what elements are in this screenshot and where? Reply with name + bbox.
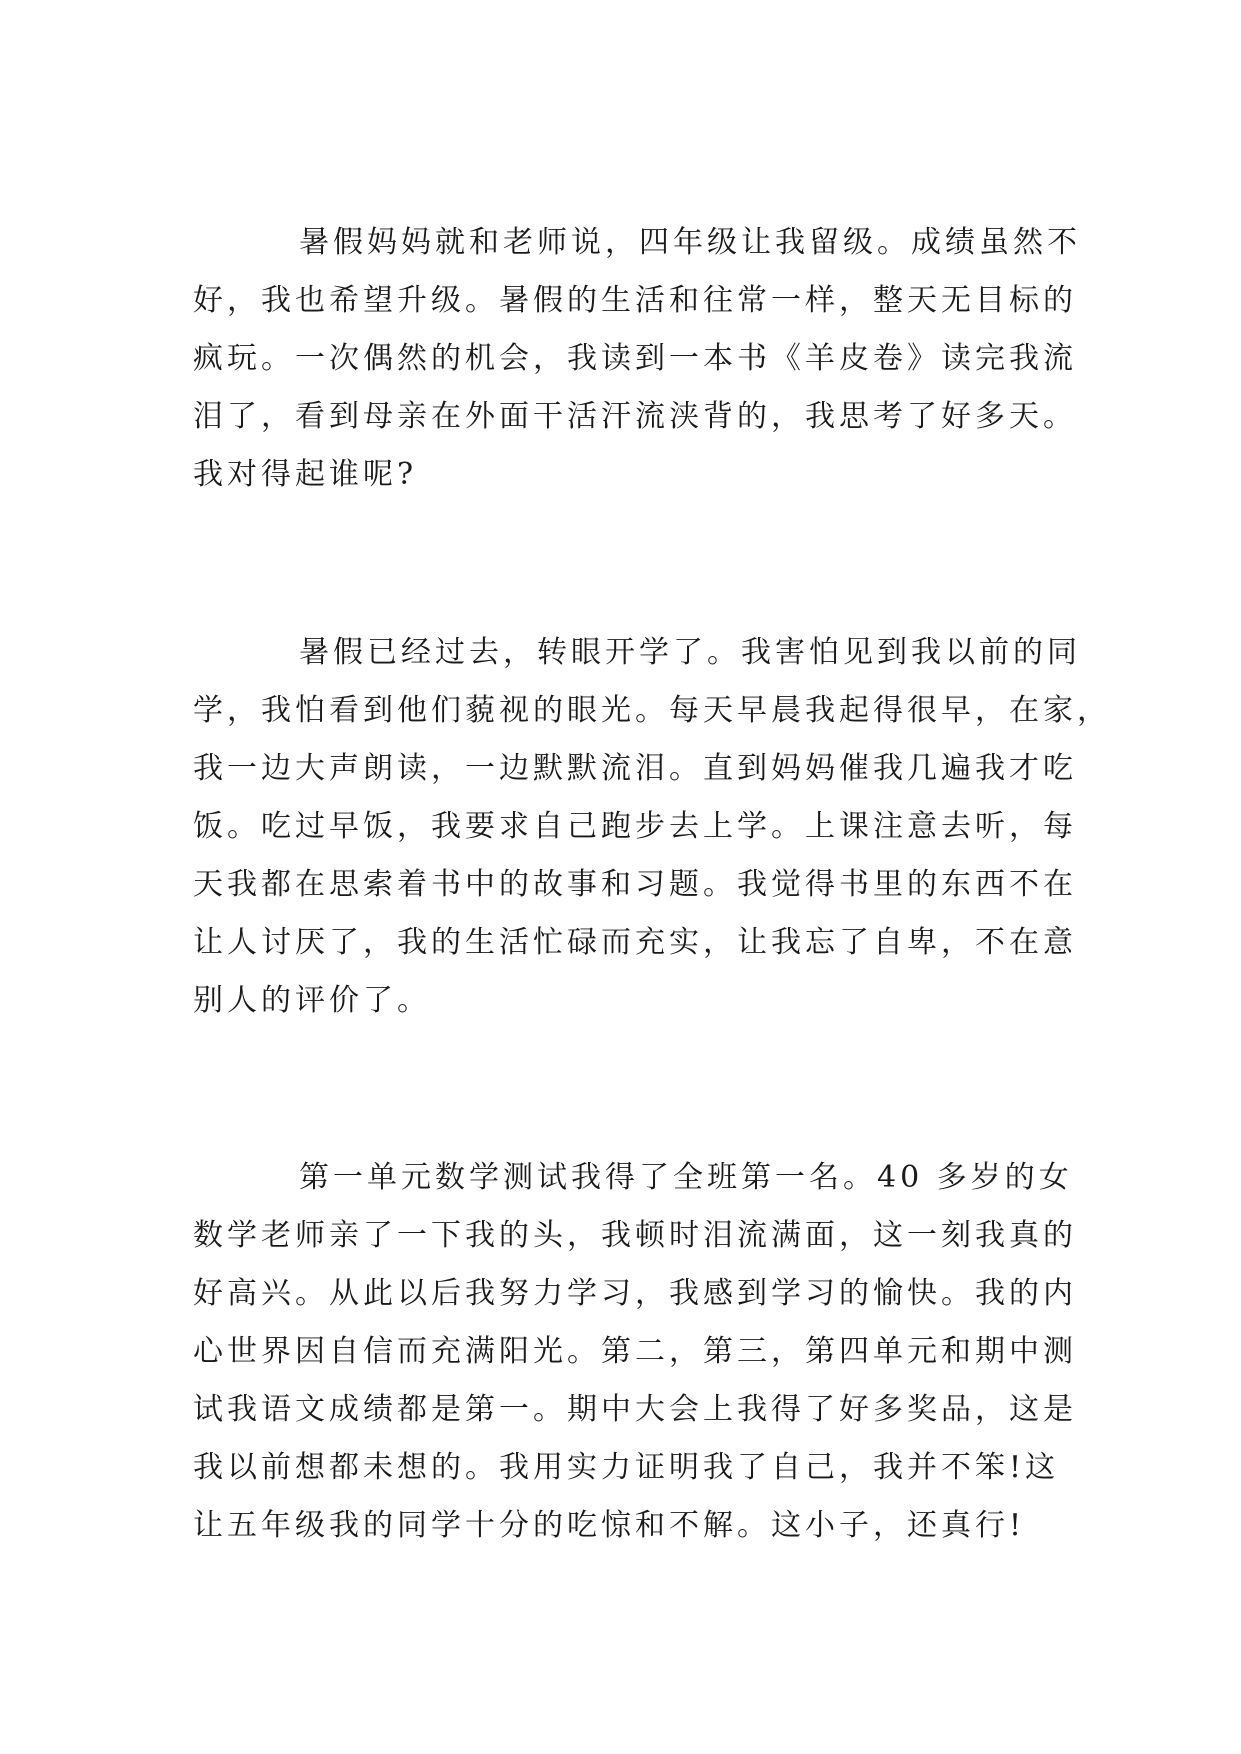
paragraph-1 [193,214,1081,504]
paragraph-line: 天我都在思索着书中的故事和习题。我觉得书里的东西不在 [193,867,1077,902]
paragraph-line: 我以前想都未想的。我用实力证明我了自己，我并不笨!这 [193,1450,1060,1485]
paragraph-line: 让五年级我的同学十分的吃惊和不解。这小子，还真行! [193,1508,1026,1543]
paragraph-line: 我对得起谁呢? [193,457,418,492]
paragraph-line: 好高兴。从此以后我努力学习，我感到学习的愉快。我的内 [193,1276,1077,1311]
paragraph-line: 学，我怕看到他们藐视的眼光。每天早晨我起得很早，在家， [193,693,1111,728]
paragraph-line: 我一边大声朗读，一边默默流泪。直到妈妈催我几遍我才吃 [193,751,1077,786]
paragraph-2 [193,624,1111,1030]
paragraph-line: 疯玩。一次偶然的机会，我读到一本书《羊皮卷》读完我流 [193,341,1077,376]
paragraph-line: 泪了，看到母亲在外面干活汗流浃背的，我思考了好多天。 [193,399,1077,434]
paragraph-line: 心世界因自信而充满阳光。第二，第三，第四单元和期中测 [193,1334,1077,1369]
paragraph-line: 试我语文成绩都是第一。期中大会上我得了好多奖品，这是 [193,1392,1077,1427]
paragraph-line: 别人的评价了。 [193,983,431,1018]
paragraph-line: 暑假妈妈就和老师说，四年级让我留级。成绩虽然不 [299,225,1081,260]
paragraph-line: 让人讨厌了，我的生活忙碌而充实，让我忘了自卑，不在意 [193,925,1077,960]
paragraph-line: 第一单元数学测试我得了全班第一名。40 多岁的女 [299,1160,1073,1195]
paragraph-line: 暑假已经过去，转眼开学了。我害怕见到我以前的同 [299,635,1081,670]
paragraph-3 [193,1149,1077,1555]
paragraph-line: 饭。吃过早饭，我要求自己跑步去上学。上课注意去听，每 [193,809,1077,844]
paragraph-line: 数学老师亲了一下我的头，我顿时泪流满面，这一刻我真的 [193,1218,1077,1253]
paragraph-line: 好，我也希望升级。暑假的生活和往常一样，整天无目标的 [193,283,1077,318]
